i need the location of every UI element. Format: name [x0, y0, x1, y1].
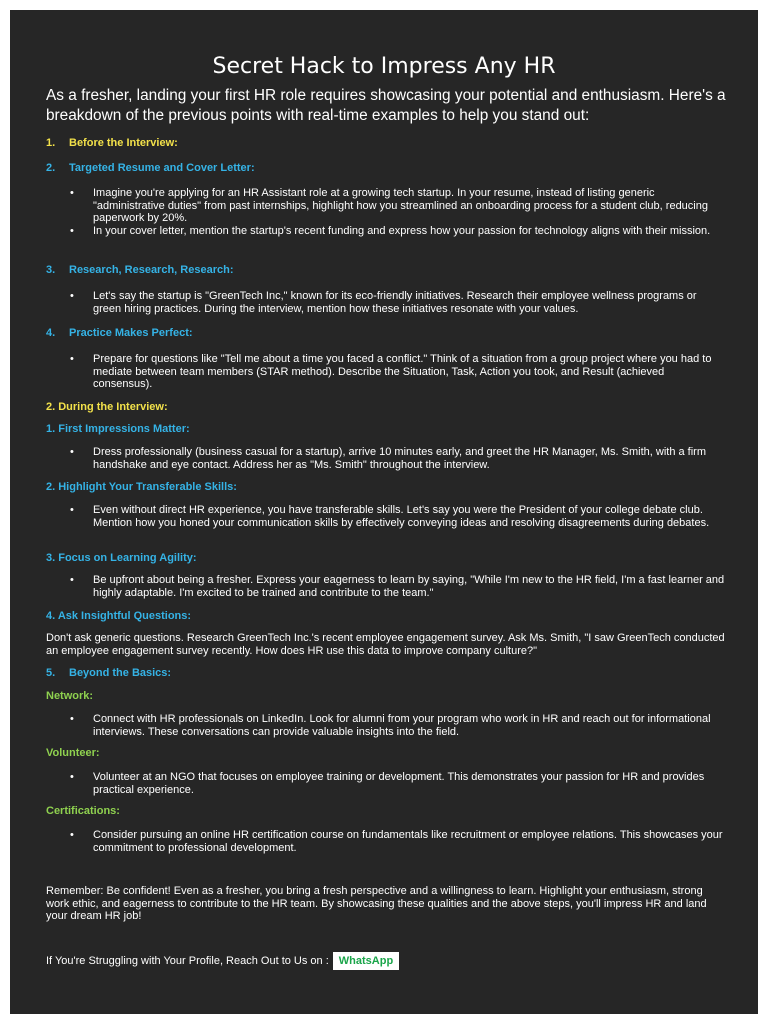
section-transferable-skills: 2. Highlight Your Transferable Skills: [46, 481, 237, 493]
bullet-list-volunteer [46, 771, 726, 796]
bullet-icon: • [70, 574, 74, 586]
list-item: • Dress professionally (business casual for a startup), arrive 10 minutes early, and greet the HR Manager, Ms. Smith, with a firm handshake and eye contact. Address her as "Ms. Smith" throughout the interview. [70, 446, 706, 471]
intro-paragraph: As a fresher, landing your first HR role requires showcasing your potential and enthusiasm. Here's a breakdown of the previous points with real-time examples to help you stand out: [46, 87, 726, 124]
bullet-icon: • [70, 829, 74, 841]
list-item: • In your cover letter, mention the startup's recent funding and express how your passion for technology aligns with their mission. [70, 224, 711, 237]
contact-row [46, 952, 399, 970]
list-item: • Let's say the startup is "GreenTech Inc," known for its eco-friendly initiatives. Research their employee wellness programs or green hiring practices. During the interview, mention how these initiatives resonate with your values. [70, 290, 697, 315]
subsection-volunteer: Volunteer: [46, 747, 100, 759]
section-insightful-questions: 4. Ask Insightful Questions: [46, 610, 192, 622]
section-number: 3. [46, 264, 56, 276]
bullet-list-research [46, 290, 726, 315]
bullet-icon: • [70, 713, 74, 725]
closing-paragraph: Remember: Be confident! Even as a fresher, you bring a fresh perspective and a willingness to learn. Highlight your enthusiasm, strong work ethic, and eagerness to contribute to the HR team. By showcasing these qualities and the above steps, you'll impress HR and land your dream HR job! [46, 885, 707, 923]
contact-text: If You're Struggling with Your Profile, Reach Out to Us on : [46, 955, 329, 967]
bullet-list-learning-agility [46, 574, 726, 599]
section-label: Targeted Resume and Cover Letter: [69, 162, 255, 174]
section-during-interview: 2. During the Interview: [46, 401, 168, 413]
section-first-impressions: 1. First Impressions Matter: [46, 423, 190, 435]
bullet-list-practice [46, 353, 726, 391]
bullet-list-certifications [46, 829, 726, 854]
bullet-icon: • [70, 446, 74, 458]
bullet-list-network [46, 713, 726, 738]
whatsapp-button[interactable]: WhatsApp [333, 952, 399, 970]
bullet-icon: • [70, 353, 74, 365]
bullet-icon: • [70, 224, 74, 237]
section-number: 4. [46, 327, 56, 339]
section-number: 2. [46, 162, 56, 174]
list-item: • Be upfront about being a fresher. Express your eagerness to learn by saying, "While I'm new to the HR field, I'm a fast learner and highly adaptable. I'm excited to be trained and contribute to the team." [70, 574, 725, 599]
document-page [10, 10, 758, 1014]
bullet-icon: • [70, 290, 74, 302]
section-research [46, 264, 233, 276]
bullet-icon: • [70, 187, 74, 199]
section-learning-agility: 3. Focus on Learning Agility: [46, 552, 197, 564]
bullet-icon: • [70, 771, 74, 783]
subsection-certifications: Certifications: [46, 805, 120, 817]
list-item: • Consider pursuing an online HR certification course on fundamentals like recruitment or employee relations. This showcases your commitment to professional development. [70, 829, 723, 854]
list-item: • Even without direct HR experience, you have transferable skills. Let's say you were the President of your college debate club. Mention how you honed your communication skills by effectively conveying ideas and resolving disagreements during debates. [70, 504, 710, 529]
section-beyond-basics [46, 667, 171, 679]
section-before-interview [46, 137, 178, 149]
section-number: 1. [46, 137, 56, 149]
section-label: Practice Makes Perfect: [69, 327, 193, 339]
section-practice [46, 327, 193, 339]
bullet-list-transferable-skills [46, 504, 726, 529]
bullet-icon: • [70, 504, 74, 516]
bullet-list-resume [46, 187, 726, 237]
section-label: Beyond the Basics: [69, 667, 172, 679]
list-item: • Imagine you're applying for an HR Assistant role at a growing tech startup. In your resume, instead of listing generic "administrative duties" from past internships, highlight how you streamlined an onboarding process for a student club, reducing paperwork by 20%. [70, 187, 708, 225]
section-label: Research, Research, Research: [69, 264, 234, 276]
bullet-list-first-impressions [46, 446, 726, 471]
subsection-network: Network: [46, 690, 94, 702]
list-item: • Connect with HR professionals on LinkedIn. Look for alumni from your program who work in HR and reach out for informational interviews. These conversations can provide valuable insights into the field. [70, 713, 711, 738]
insightful-questions-text: Don't ask generic questions. Research GreenTech Inc.'s recent employee engagement survey. Ask Ms. Smith, "I saw GreenTech conducted an employee engagement survey recently. How does HR use this data to improve company culture?" [46, 632, 725, 657]
section-label: Before the Interview: [69, 137, 178, 149]
section-targeted-resume [46, 162, 255, 174]
page-title: Secret Hack to Impress Any HR [212, 54, 556, 79]
list-item: • Volunteer at an NGO that focuses on employee training or development. This demonstrates your passion for HR and provides practical experience. [70, 771, 705, 796]
section-number: 5. [46, 667, 56, 679]
list-item: • Prepare for questions like "Tell me about a time you faced a conflict." Think of a situation from a group project where you had to mediate between team members (STAR method). Describe the Situation, Task, Action you took, and Result (achieved consensus). [70, 353, 712, 391]
